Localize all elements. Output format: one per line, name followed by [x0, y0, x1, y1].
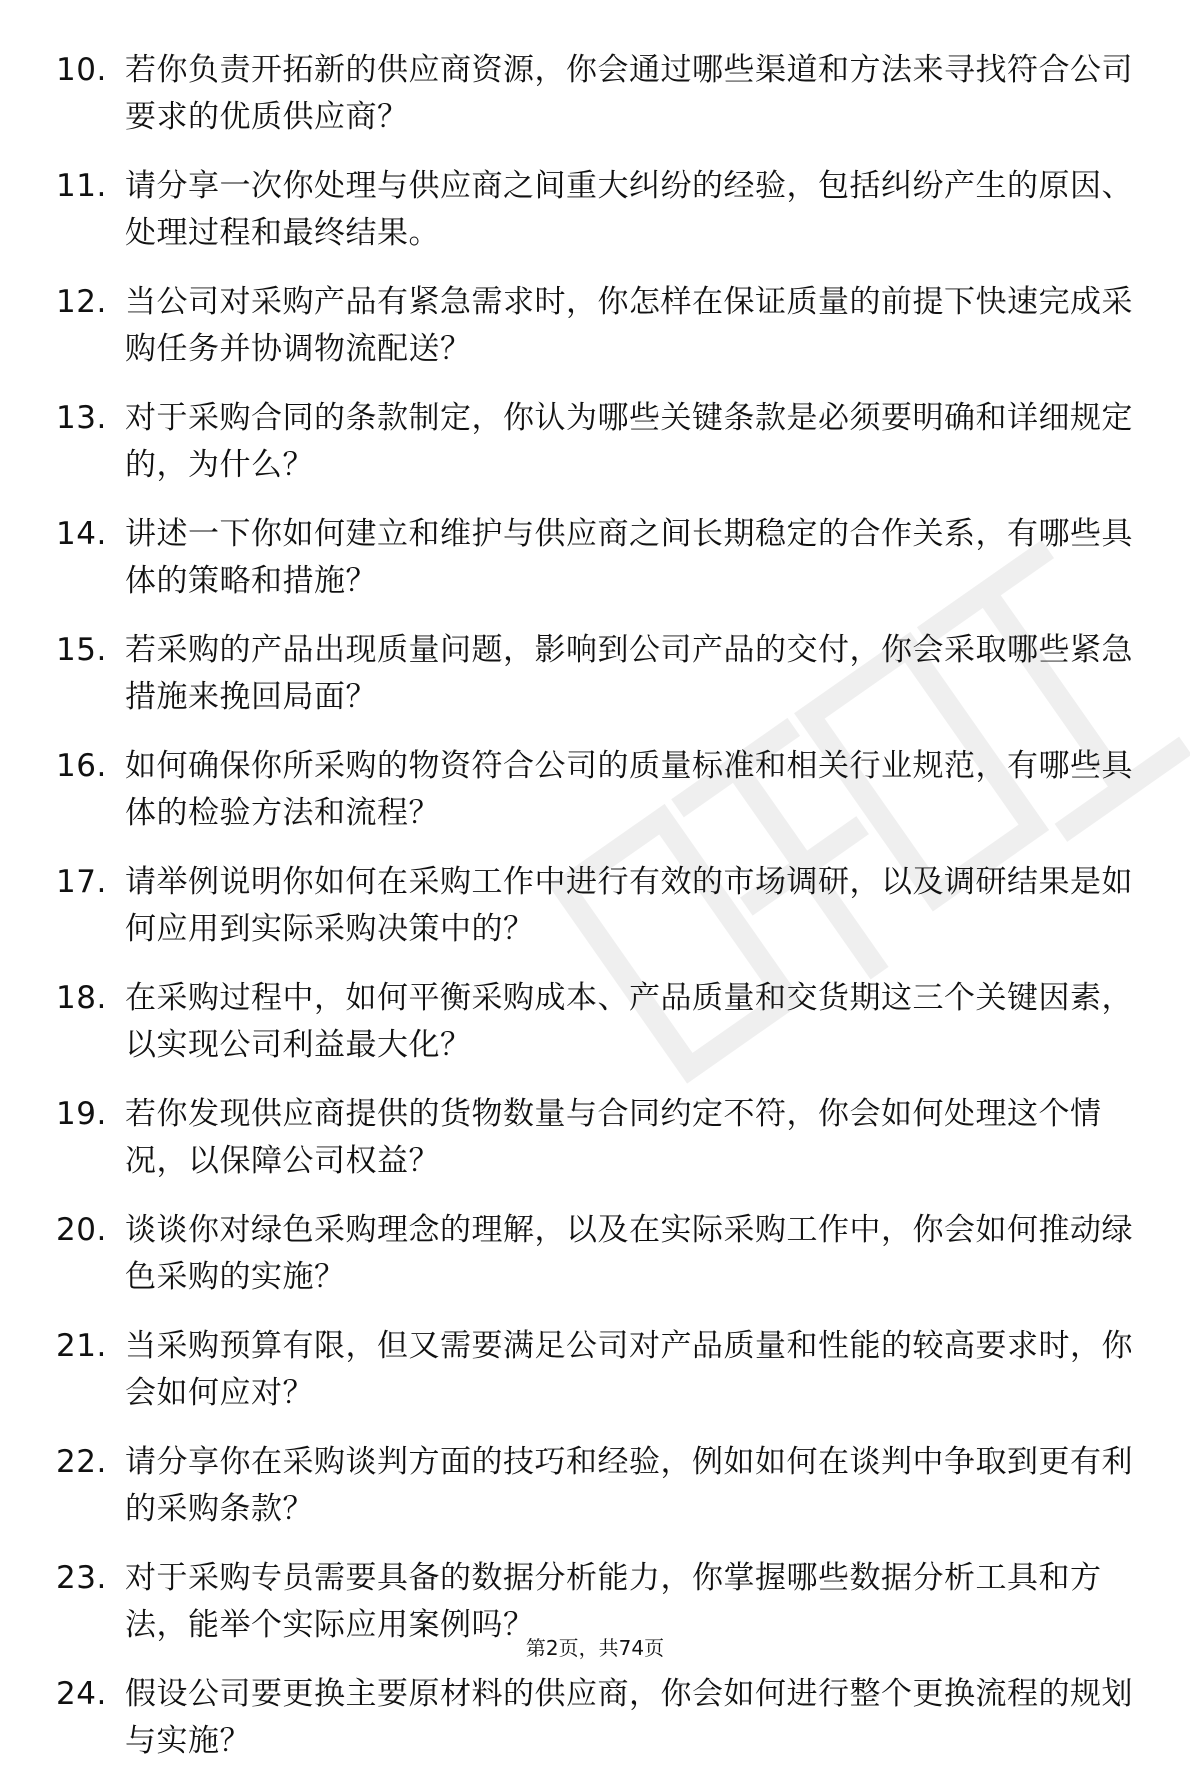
question-text: 若你负责开拓新的供应商资源，你会通过哪些渠道和方法来寻找符合公司要求的优质供应商？	[125, 52, 1133, 135]
page-number-footer: 第2页，共74页	[525, 1636, 665, 1660]
question-number: 11.	[56, 168, 107, 204]
question-number: 19.	[56, 1096, 107, 1132]
question-text: 当采购预算有限，但又需要满足公司对产品质量和性能的较高要求时，你会如何应对？	[125, 1328, 1133, 1411]
question-item	[56, 627, 1136, 721]
question-list	[56, 47, 1136, 1787]
question-text: 在采购过程中，如何平衡采购成本、产品质量和交货期这三个关键因素，以实现公司利益最大化？	[125, 980, 1133, 1063]
question-number: 16.	[56, 748, 107, 784]
question-item	[56, 743, 1136, 837]
question-number: 14.	[56, 516, 107, 552]
question-number: 24.	[56, 1676, 107, 1712]
question-text: 若你发现供应商提供的货物数量与合同约定不符，你会如何处理这个情况，以保障公司权益？	[125, 1096, 1102, 1179]
question-item	[56, 1439, 1136, 1533]
question-item	[56, 511, 1136, 605]
question-item	[56, 1323, 1136, 1417]
question-item	[56, 1091, 1136, 1185]
question-text: 如何确保你所采购的物资符合公司的质量标准和相关行业规范，有哪些具体的检验方法和流程？	[125, 748, 1133, 831]
question-text: 请分享你在采购谈判方面的技巧和经验，例如如何在谈判中争取到更有利的采购条款？	[125, 1444, 1133, 1527]
question-text: 讲述一下你如何建立和维护与供应商之间长期稳定的合作关系，有哪些具体的策略和措施？	[125, 516, 1133, 599]
question-number: 15.	[56, 632, 107, 668]
question-text: 若采购的产品出现质量问题，影响到公司产品的交付，你会采取哪些紧急措施来挽回局面？	[125, 632, 1133, 715]
question-item	[56, 1207, 1136, 1301]
question-number: 22.	[56, 1444, 107, 1480]
question-item	[56, 975, 1136, 1069]
question-item	[56, 47, 1136, 141]
question-number: 10.	[56, 52, 107, 88]
question-text: 对于采购合同的条款制定，你认为哪些关键条款是必须要明确和详细规定的，为什么？	[125, 400, 1133, 483]
question-number: 20.	[56, 1212, 107, 1248]
question-text: 假设公司要更换主要原材料的供应商，你会如何进行整个更换流程的规划与实施？	[125, 1676, 1133, 1759]
question-number: 21.	[56, 1328, 107, 1364]
question-number: 12.	[56, 284, 107, 320]
question-item	[56, 395, 1136, 489]
question-text: 请分享一次你处理与供应商之间重大纠纷的经验，包括纠纷产生的原因、处理过程和最终结果。	[125, 168, 1133, 251]
question-text: 当公司对采购产品有紧急需求时，你怎样在保证质量的前提下快速完成采购任务并协调物流配送？	[125, 284, 1133, 367]
question-text: 谈谈你对绿色采购理念的理解，以及在实际采购工作中，你会如何推动绿色采购的实施？	[125, 1212, 1133, 1295]
question-number: 18.	[56, 980, 107, 1016]
question-number: 17.	[56, 864, 107, 900]
question-text: 对于采购专员需要具备的数据分析能力，你掌握哪些数据分析工具和方法，能举个实际应用案例吗？	[125, 1560, 1102, 1643]
question-number: 23.	[56, 1560, 107, 1596]
question-item	[56, 163, 1136, 257]
question-item	[56, 859, 1136, 953]
question-item	[56, 279, 1136, 373]
question-text: 请举例说明你如何在采购工作中进行有效的市场调研，以及调研结果是如何应用到实际采购决策中的？	[125, 864, 1133, 947]
question-number: 13.	[56, 400, 107, 436]
question-item	[56, 1671, 1136, 1765]
